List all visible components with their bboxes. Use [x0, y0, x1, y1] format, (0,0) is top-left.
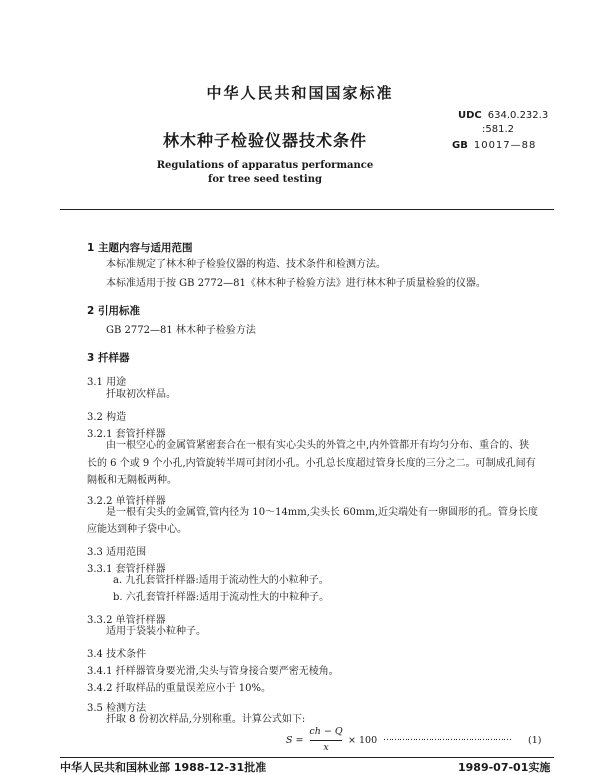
section-3-2-1-heading: 3.2.1 套管扦样器 — [87, 429, 166, 440]
section-3-2-1-paragraph-line3: 隔板和无隔板两种。 — [87, 475, 177, 486]
section-3-2-2-heading: 3.2.2 单管扦样器 — [87, 496, 166, 507]
gb-number: 10017—88 — [473, 140, 537, 151]
section-3-3-1-heading: 3.3.1 套管扦样器 — [87, 564, 166, 575]
section-3-3-heading: 3.3 适用范围 — [87, 547, 147, 558]
gb-label: GB — [452, 140, 468, 151]
section-3-2-1-paragraph-line2: 长的 6 个或 9 个小孔,内管旋转半周可封闭小孔。小孔总长度超过管身长度的三分之二。可制成孔间有 — [87, 458, 536, 469]
section-1-heading: 1 主题内容与适用范围 — [87, 242, 193, 254]
formula-numerator: ch − Q — [309, 726, 343, 737]
effective-date: 1989-07-01实施 — [458, 761, 551, 774]
section-3-5-paragraph: 扦取 8 份初次样品,分别称重。计算公式如下: — [106, 714, 306, 725]
section-2-paragraph-1: GB 2772—81 林木种子检验方法 — [106, 325, 256, 336]
formula-denominator: x — [323, 742, 329, 753]
section-3-1-heading: 3.1 用途 — [87, 377, 127, 388]
section-3-3-2-heading: 3.3.2 单管扦样器 — [87, 615, 166, 626]
udc-line2: :581.2 — [482, 124, 514, 135]
footer-divider — [60, 757, 554, 758]
country-standard-title: 中华人民共和国国家标准 — [206, 84, 394, 102]
udc-line1: 634.0.232.3 — [487, 110, 549, 121]
section-1-paragraph-1: 本标准规定了林木种子检验仪器的构造、技术条件和检测方法。 — [106, 259, 386, 270]
formula-number: (1) — [528, 735, 542, 746]
standard-title-cn: 林木种子检验仪器技术条件 — [162, 131, 367, 150]
section-1-paragraph-2: 本标准适用于按 GB 2772—81《林木种子检验方法》进行林木种子质量检验的仪器。 — [106, 278, 486, 289]
formula-fraction-bar — [310, 740, 342, 741]
formula-leader: ………………………………………… — [383, 733, 511, 743]
udc-label: UDC — [458, 110, 482, 121]
section-2-heading: 2 引用标准 — [87, 305, 140, 317]
issuer-approval: 中华人民共和国林业部 1988-12-31批准 — [60, 761, 267, 774]
section-3-3-1-item-b: b. 六孔套管扦样器:适用于流动性大的中粒种子。 — [113, 592, 330, 603]
section-3-2-heading: 3.2 构造 — [87, 412, 127, 423]
section-3-4-2-item: 3.4.2 扦取样品的重量误差应小于 10%。 — [87, 683, 272, 694]
section-3-heading: 3 扦样器 — [87, 352, 130, 364]
section-3-2-2-paragraph-line2: 应能达到种子袋中心。 — [87, 524, 187, 535]
section-3-2-2-paragraph-line1: 是一根有尖头的金属管,管内径为 10～14mm,尖头长 60mm,近尖端处有一卵圆形的孔。管身长度 — [106, 507, 538, 518]
section-3-4-heading: 3.4 技术条件 — [87, 649, 147, 660]
section-3-5-heading: 3.5 检测方法 — [87, 703, 147, 714]
section-3-3-1-item-a: a. 九孔套管扦样器:适用于流动性大的小粒种子。 — [113, 575, 329, 586]
header-divider — [60, 209, 554, 210]
formula-times: × 100 — [348, 735, 378, 746]
section-3-4-1-item: 3.4.1 扦样器管身要光滑,尖头与管身接合要严密无棱角。 — [87, 666, 339, 677]
formula-lhs: S = — [286, 735, 304, 746]
udc-code — [458, 110, 548, 121]
section-3-1-paragraph: 扦取初次样品。 — [106, 389, 176, 400]
section-3-2-1-paragraph-line1: 由一根空心的金属管紧密套合在一根有实心尖头的外管之中,内外管都开有均匀分布、重合的、狭 — [106, 440, 530, 451]
section-3-3-2-paragraph: 适用于袋装小粒种子。 — [106, 626, 206, 637]
standard-title-en-line1: Regulations of apparatus performance — [156, 160, 374, 171]
standard-title-en-line2: for tree seed testing — [208, 174, 322, 185]
